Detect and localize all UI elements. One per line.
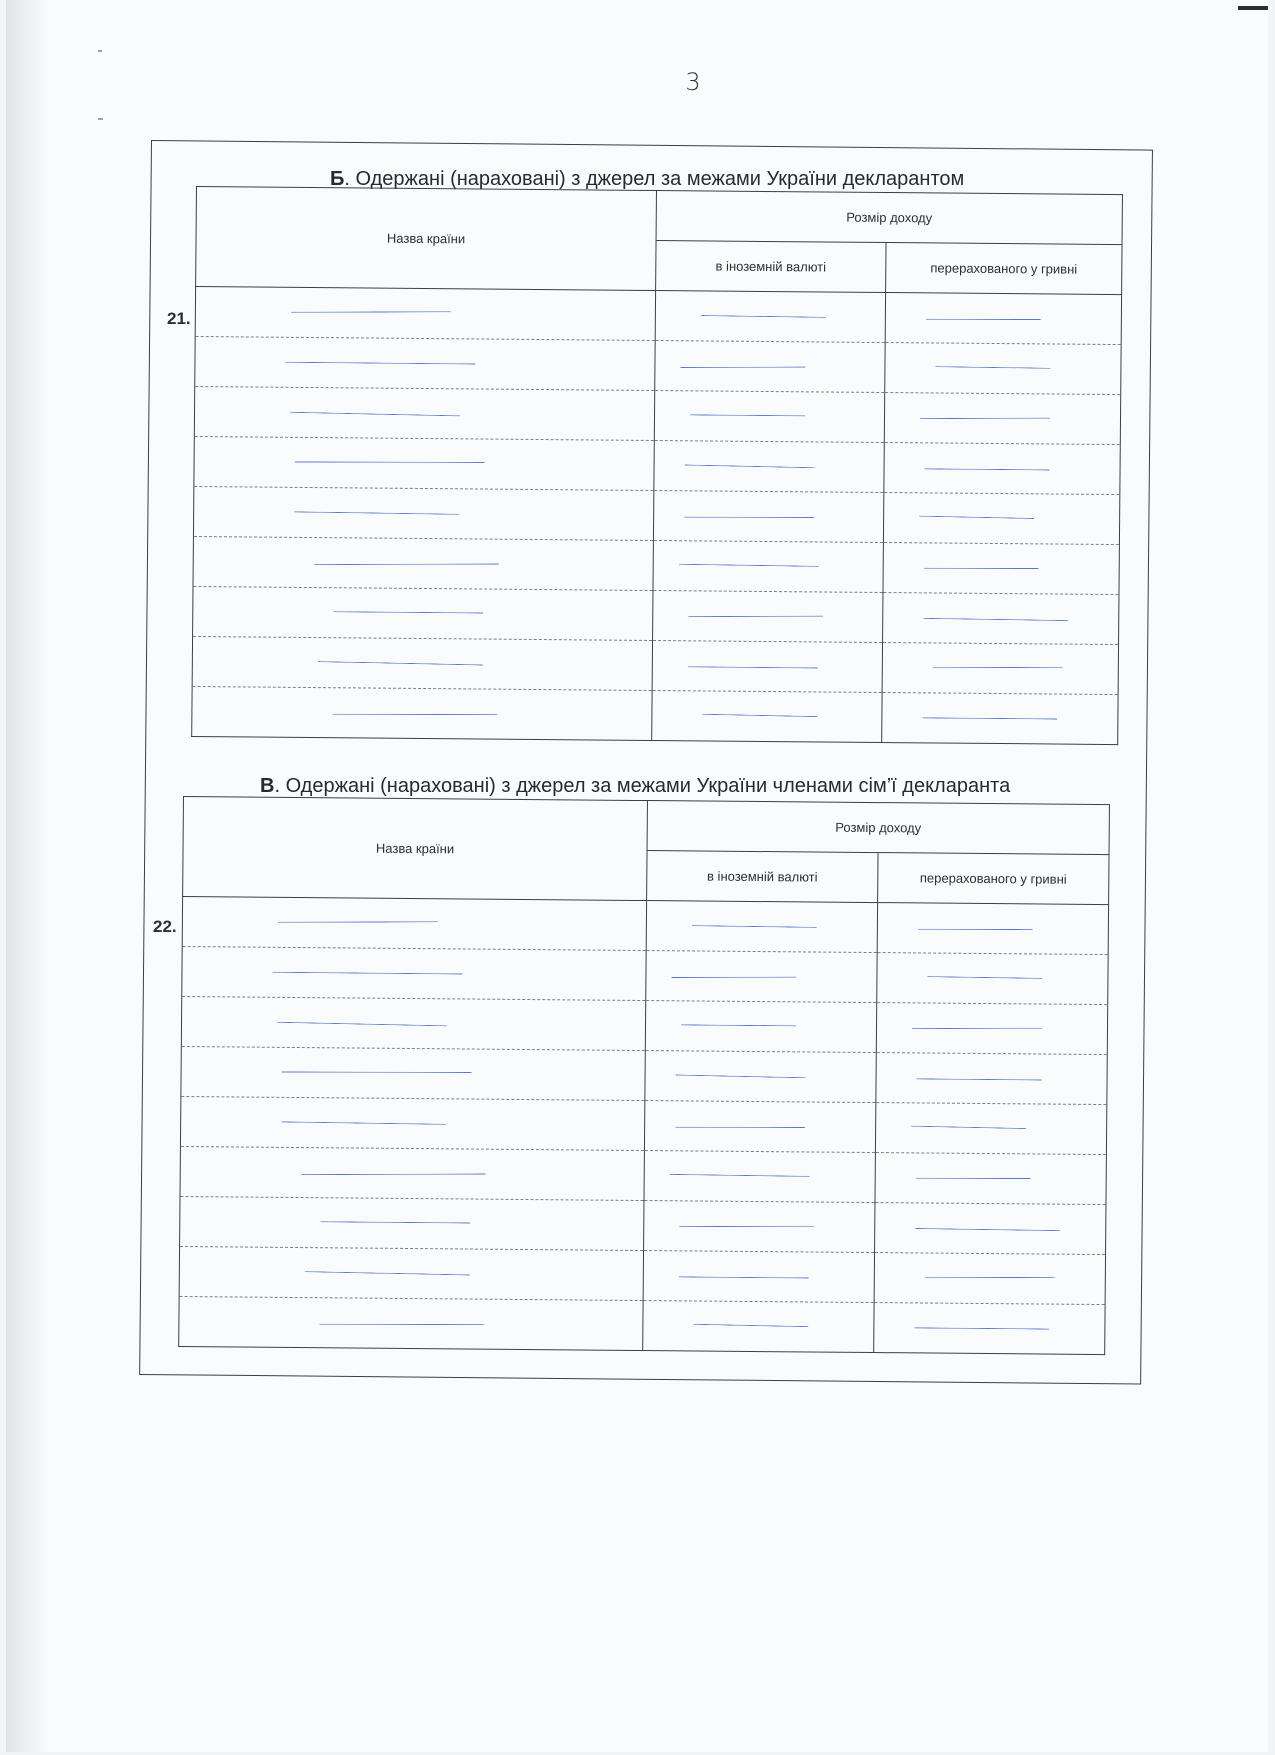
handwritten-dash: [925, 468, 1050, 470]
header-foreign-currency: в іноземній валюті: [647, 851, 878, 903]
country-cell[interactable]: [179, 1246, 643, 1300]
country-cell[interactable]: [193, 486, 653, 540]
uah-cell[interactable]: [883, 593, 1119, 645]
handwritten-dash: [914, 1327, 1049, 1329]
table-row: [194, 386, 1120, 444]
table-row: [180, 1146, 1106, 1204]
country-cell[interactable]: [193, 586, 653, 640]
foreign-currency-cell[interactable]: [652, 641, 882, 693]
header-country: Назва країни: [196, 187, 657, 291]
country-cell[interactable]: [193, 536, 653, 590]
header-in-uah: перерахованого у гривні: [886, 243, 1122, 295]
section-v-title-text: . Одержані (нараховані) з джерел за межами України членами сім’ї декларанта: [274, 775, 1011, 797]
country-cell[interactable]: [195, 336, 655, 390]
table-row: [194, 436, 1120, 494]
table-row: [192, 686, 1118, 744]
handwritten-dash: [332, 714, 497, 715]
handwritten-dash: [685, 464, 815, 468]
handwritten-dash: [294, 511, 459, 514]
handwritten-dash: [923, 618, 1068, 621]
uah-cell[interactable]: [875, 1203, 1106, 1255]
handwritten-dash: [926, 319, 1041, 320]
row-number-21: 21.: [167, 309, 191, 328]
table-row: [182, 946, 1108, 1004]
handwritten-dash: [314, 564, 499, 566]
table-row: [181, 996, 1107, 1054]
country-cell[interactable]: [194, 386, 654, 440]
handwritten-dash: [702, 714, 817, 717]
handwritten-dash: [277, 1022, 447, 1027]
uah-cell[interactable]: [882, 643, 1118, 695]
table-row: [193, 486, 1119, 544]
country-cell[interactable]: [180, 1196, 644, 1250]
handwritten-dash: [295, 461, 485, 462]
handwritten-dash: [693, 1324, 808, 1327]
country-cell[interactable]: [192, 636, 652, 690]
handwritten-dash: [915, 1228, 1060, 1231]
uah-cell[interactable]: [885, 343, 1121, 395]
handwritten-dash: [281, 1121, 446, 1124]
header-income-size: Розмір доходу: [656, 191, 1122, 245]
uah-cell[interactable]: [885, 293, 1121, 345]
handwritten-dash: [924, 568, 1039, 569]
header-country: Назва країни: [183, 797, 648, 901]
header-income-size: Розмір доходу: [647, 801, 1109, 855]
country-cell[interactable]: [182, 946, 646, 1000]
country-cell[interactable]: [194, 436, 654, 490]
table-row: [192, 636, 1118, 694]
uah-cell[interactable]: [875, 1103, 1106, 1155]
country-cell[interactable]: [180, 1146, 644, 1200]
country-cell[interactable]: [181, 996, 645, 1050]
handwritten-dash: [318, 661, 483, 665]
handwritten-dash: [680, 367, 805, 368]
section-v-letter: В: [260, 775, 275, 797]
scan-speck: [1238, 6, 1268, 10]
handwritten-dash: [320, 1221, 470, 1223]
country-cell[interactable]: [181, 1046, 645, 1100]
table-row: [195, 287, 1121, 345]
uah-cell[interactable]: [877, 903, 1108, 955]
handwritten-dash: [285, 362, 475, 365]
handwritten-dash: [291, 311, 451, 313]
handwritten-dash: [688, 666, 818, 668]
handwritten-dash: [919, 516, 1034, 519]
foreign-currency-cell[interactable]: [644, 1101, 875, 1153]
foreign-currency-cell[interactable]: [644, 1201, 875, 1253]
table-row: [195, 336, 1121, 394]
handwritten-dash: [305, 1271, 470, 1275]
handwritten-dash: [670, 1174, 810, 1177]
foreign-currency-cell[interactable]: [655, 291, 885, 343]
uah-cell[interactable]: [882, 693, 1118, 745]
scan-shadow: [6, 0, 50, 1752]
uah-cell[interactable]: [875, 1153, 1106, 1205]
table-row: [179, 1296, 1105, 1354]
foreign-currency-cell[interactable]: [652, 690, 882, 742]
section-b-table: [191, 186, 1123, 745]
handwritten-dash: [671, 977, 796, 978]
foreign-currency-cell[interactable]: [654, 391, 884, 443]
handwritten-dash: [282, 1071, 472, 1072]
handwritten-dash: [679, 1276, 809, 1278]
header-foreign-currency: в іноземній валюті: [656, 241, 886, 293]
uah-cell[interactable]: [876, 1053, 1107, 1105]
country-cell[interactable]: [182, 897, 646, 951]
handwritten-dash: [922, 717, 1057, 719]
handwritten-dash: [916, 1178, 1031, 1179]
header-in-uah: перерахованого у гривні: [878, 853, 1109, 905]
uah-cell[interactable]: [884, 393, 1120, 445]
table-row: [180, 1196, 1106, 1254]
handwritten-dash: [920, 418, 1050, 419]
foreign-currency-cell[interactable]: [646, 951, 877, 1003]
uah-cell[interactable]: [877, 953, 1108, 1005]
section-v-table: [178, 796, 1110, 1355]
handwritten-dash: [912, 1028, 1042, 1029]
handwritten-dash: [933, 667, 1063, 668]
foreign-currency-cell[interactable]: [655, 341, 885, 393]
foreign-currency-cell[interactable]: [654, 441, 884, 493]
handwritten-dash: [918, 929, 1033, 930]
handwritten-dash: [927, 976, 1042, 979]
handwritten-dash: [692, 925, 817, 928]
foreign-currency-cell[interactable]: [653, 541, 883, 593]
foreign-currency-cell[interactable]: [653, 491, 883, 543]
handwritten-dash: [684, 517, 814, 518]
uah-cell[interactable]: [883, 543, 1119, 595]
uah-cell[interactable]: [874, 1303, 1105, 1355]
handwritten-dash: [676, 1075, 806, 1079]
handwritten-dash: [681, 1024, 796, 1026]
section-b-rows: [192, 287, 1122, 745]
foreign-currency-cell[interactable]: [643, 1301, 874, 1353]
scan-speck: [98, 118, 103, 120]
document-page: [6, 0, 1268, 1752]
handwritten-dash: [675, 1127, 805, 1128]
table-row: [180, 1096, 1106, 1154]
country-cell[interactable]: [180, 1096, 644, 1150]
handwritten-dash: [679, 564, 819, 567]
handwritten-dash: [301, 1174, 486, 1176]
section-v-rows: [179, 897, 1109, 1355]
foreign-currency-cell[interactable]: [653, 591, 883, 643]
handwritten-dash: [917, 1078, 1042, 1080]
uah-cell[interactable]: [874, 1253, 1105, 1305]
section-v-title: [260, 775, 1010, 798]
handwritten-dash: [690, 414, 805, 416]
foreign-currency-cell[interactable]: [643, 1251, 874, 1303]
country-cell[interactable]: [179, 1296, 643, 1350]
handwritten-dash: [911, 1126, 1026, 1129]
country-cell[interactable]: [192, 686, 652, 740]
scan-speck: [98, 50, 102, 52]
uah-cell[interactable]: [876, 1003, 1107, 1055]
handwritten-dash: [925, 1277, 1055, 1278]
handwritten-dash: [333, 611, 483, 613]
handwritten-dash: [272, 972, 462, 975]
foreign-currency-cell[interactable]: [645, 1051, 876, 1103]
uah-cell[interactable]: [883, 493, 1119, 545]
table-row: [179, 1246, 1105, 1304]
table-row: [182, 897, 1108, 955]
foreign-currency-cell[interactable]: [646, 901, 877, 953]
table-row: [193, 536, 1119, 594]
handwritten-dash: [319, 1324, 484, 1325]
handwritten-dash: [935, 366, 1050, 369]
handwritten-dash: [278, 921, 438, 923]
handwritten-dash: [688, 616, 823, 617]
handwritten-dash: [290, 412, 460, 417]
section-b-title-text: . Одержані (нараховані) з джерел за межами України декларантом: [344, 168, 965, 190]
table-row: [181, 1046, 1107, 1104]
page-number: 3: [685, 68, 701, 96]
handwritten-dash: [701, 315, 826, 318]
foreign-currency-cell[interactable]: [645, 1001, 876, 1053]
table-row: [193, 586, 1119, 644]
row-number-22: 22.: [153, 917, 177, 936]
foreign-currency-cell[interactable]: [644, 1151, 875, 1203]
section-b-letter: Б: [330, 168, 345, 190]
uah-cell[interactable]: [884, 443, 1120, 495]
country-cell[interactable]: [195, 287, 655, 341]
handwritten-dash: [679, 1226, 814, 1227]
